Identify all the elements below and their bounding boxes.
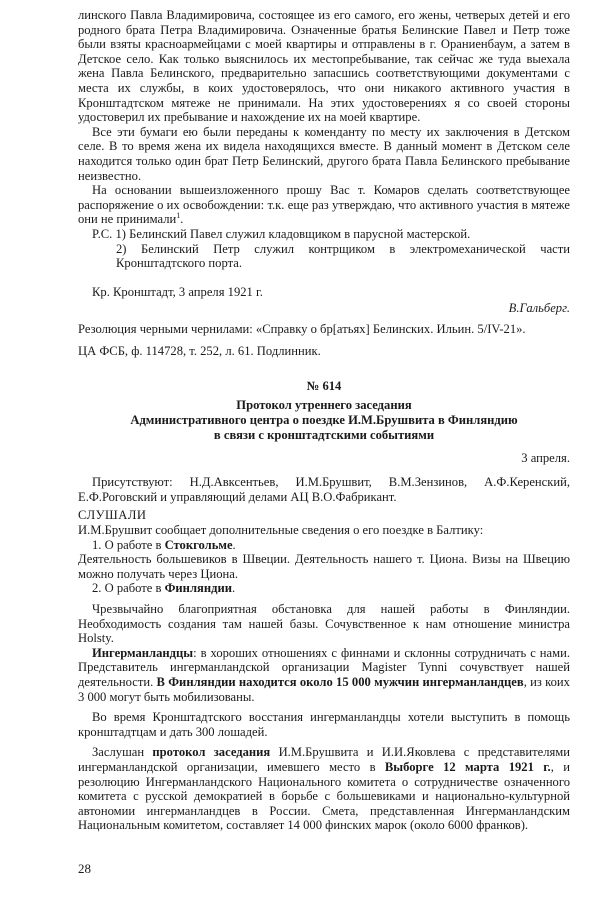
item-1-heading (78, 538, 570, 553)
item-1-place: Стокгольме (164, 537, 233, 552)
ingrians-term: Ингерманландцы (92, 645, 194, 660)
item-1-prefix: 1. О работе в (92, 537, 165, 552)
protocol-text-e: , и резолюцию Ингерманландского Национального комитета о сотрудничестве означенного комитета с русской демократией в борьбе с большевиками и национально-культурной автономии ингерманландцев в России. Смета, представленная Ингерманландским Национальным комитетом, составляет 14 000 финских марок (около 6000 франков). (78, 759, 570, 833)
paragraph-3-end: . (180, 212, 184, 227)
place-date: Кр. Кронштадт, 3 апреля 1921 г. (92, 284, 263, 299)
ingrians-text: : в хороших отношениях с финнами и склонны сотрудничать с нами. Представитель ингерманландской организации Magister Tynni сочувствует нашей деятельности. (78, 645, 570, 689)
ingrians-paragraph (78, 646, 570, 704)
heard-heading: СЛУШАЛИ (78, 508, 147, 523)
postscript-1: P.С. 1) Белинский Павел служил кладовщиком в парусной мастерской. (92, 226, 471, 241)
item-1-text: Деятельность большевиков в Швеции. Деятельность нашего т. Циона. Визы на Швецию можно получать через Циона. (78, 552, 570, 581)
footnote-marker: 1 (176, 211, 181, 221)
paragraph-1: линского Павла Владимировича, состоящее из его самого, его жены, четверых детей и его родного брата Петра Владимировича. Означенные братья Белинские Павел и Петр тоже были взяты красноармейцами с моей квартиры и отправлены в г. Ораниенбаум, а затем в Детское село. Как только выяснилось их местопребывание, так сейчас же туда выехала жена Павла Белинского, предварительно запасшись соответствующими документами с места их службы, в коих удостоверялось, что они никакого активного участия в Кронштадтском мятеже не принимали. На этих удостоверениях я со своей стороны удостоверил их пребывание и нахождение их на моей квартире. (78, 8, 570, 125)
paragraph-2: Все эти бумаги ею были переданы к коменданту по месту их заключения в Детском селе. В то время жена их видела находящихся вместе. В данный момент в Детском селе находится только один брат Петр Белинский, другого брата Павла Белинского пребывание неизвестно. (78, 124, 570, 183)
attendees: Присутствуют: Н.Д.Авксентьев, И.М.Брушвит, В.М.Зензинов, А.Ф.Керенский, Е.Ф.Роговский и управляющий делами АЦ В.О.Фабрикант. (78, 475, 570, 504)
protocol-highlight: протокол заседания (152, 745, 271, 760)
title-line: в связи с кронштадтскими событиями (213, 427, 435, 442)
protocol-paragraph (78, 745, 570, 833)
revolt-paragraph: Во время Кронштадтского восстания ингерманландцы хотели выступить в помощь кронштадтцам и дать 300 лошадей. (78, 710, 570, 739)
title-line: Протокол утреннего заседания (236, 397, 412, 412)
paragraph-3 (78, 183, 570, 227)
ingrians-end: , из коих 3 000 могут быть мобилизованы. (78, 674, 570, 704)
ingrians-highlight: В Финляндии находится около 15 000 мужчин ингерманландцев (156, 674, 524, 689)
document-date: 3 апреля. (521, 450, 570, 465)
item-2-prefix: 2. О работе в (92, 581, 165, 596)
title-line: Административного центра о поездке И.М.Брушвита в Финляндию (130, 412, 518, 427)
protocol-text-a: Заслушан (92, 745, 153, 760)
page-number: 28 (78, 861, 91, 876)
paragraph-3-text: На основании вышеизложенного прошу Вас т. Комаров сделать соответствующее распоряжение о их освобождении: т.к. еще раз утверждаю, что активного участия в мятеже они не принимали (78, 183, 570, 227)
protocol-text-c: И.М.Брушвита и И.И.Яковлева с представителями ингерманландской организации, имевшего место в (78, 745, 570, 774)
protocol-date-highlight: Выборге 12 марта 1921 г. (384, 759, 551, 774)
finland-paragraph: Чрезвычайно благоприятная обстановка для нашей работы в Финляндии. Необходимость создания там нашей базы. Сочувственное к нам отношение министра Holsty. (78, 602, 570, 646)
document-number: № 614 (306, 379, 342, 394)
item-2-place: Финляндии (164, 581, 232, 596)
item-2-heading (78, 581, 570, 596)
archive-reference: ЦА ФСБ, ф. 114728, т. 252, л. 61. Подлинник. (78, 344, 321, 359)
document-title (78, 398, 570, 443)
resolution-note: Резолюция черными чернилами: «Справку о бр[атьях] Белинских. Ильин. 5/IV-21». (78, 321, 526, 336)
item-1-suffix: . (232, 537, 236, 552)
signature: В.Гальберг. (508, 301, 570, 316)
heard-intro: И.М.Брушвит сообщает дополнительные сведения о его поездке в Балтику: (78, 523, 484, 538)
postscript-2: 2) Белинский Петр служил контрщиком в электромеханической части Кронштадтского порта. (116, 241, 570, 271)
item-2-suffix: . (231, 581, 236, 596)
